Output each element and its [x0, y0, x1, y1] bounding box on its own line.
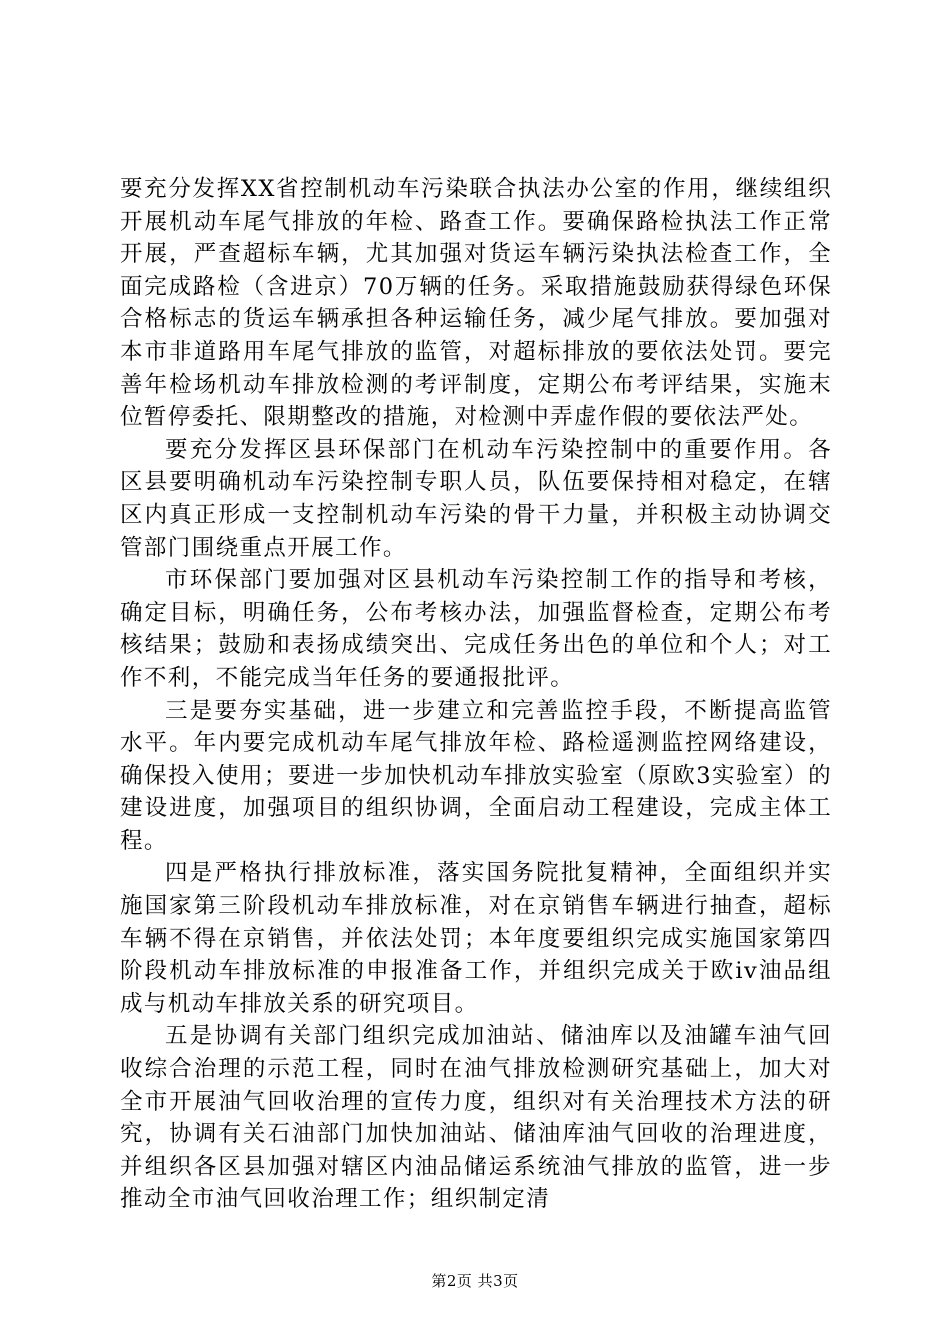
paragraph-4: 三是要夯实基础，进一步建立和完善监控手段，不断提高监管水平。年内要完成机动车尾气排放年检、路检遥测监控网络建设，确保投入使用；要进一步加快机动车排放实验室（原欧3实验室）的建设进度，加强项目的组织协调，全面启动工程建设，完成主体工程。: [120, 697, 832, 854]
paragraph-6: 五是协调有关部门组织完成加油站、储油库以及油罐车油气回收综合治理的示范工程，同时在油气排放检测研究基础上，加大对全市开展油气回收治理的宣传力度，组织对有关治理技术方法的研究，协调有关石油部门加快加油站、储油库油气回收的治理进度，并组织各区县加强对辖区内油品储运系统油气排放的监管，进一步推动全市油气回收治理工作；组织制定清: [120, 1023, 832, 1213]
paragraph-1: 要充分发挥XX省控制机动车污染联合执法办公室的作用，继续组织开展机动车尾气排放的年检、路查工作。要确保路检执法工作正常开展，严查超标车辆，尤其加强对货运车辆污染执法检查工作，全面完成路检（含进京）70万辆的任务。采取措施鼓励获得绿色环保合格标志的货运车辆承担各种运输任务，减少尾气排放。要加强对本市非道路用车尾气排放的监管，对超标排放的要依法处罚。要完善年检场机动车排放检测的考评制度，定期公布考评结果，实施末位暂停委托、限期整改的措施，对检测中弄虚作假的要依法严处。: [120, 176, 832, 431]
paragraph-5: 四是严格执行排放标准，落实国务院批复精神，全面组织并实施国家第三阶段机动车排放标准，对在京销售车辆进行抽查，超标车辆不得在京销售，并依法处罚；本年度要组织完成实施国家第四阶段机动车排放标准的申报准备工作，并组织完成关于欧iv油品组成与机动车排放关系的研究项目。: [120, 860, 832, 1017]
paragraph-2: 要充分发挥区县环保部门在机动车污染控制中的重要作用。各区县要明确机动车污染控制专职人员，队伍要保持相对稳定，在辖区内真正形成一支控制机动车污染的骨干力量，并积极主动协调交管部门围绕重点开展工作。: [120, 436, 832, 561]
page-footer: 第2页 共3页: [431, 1272, 519, 1290]
document-body: [120, 173, 832, 1216]
paragraph-3: 市环保部门要加强对区县机动车污染控制工作的指导和考核，确定目标，明确任务，公布考核办法，加强监督检查，定期公布考核结果；鼓励和表扬成绩突出、完成任务出色的单位和个人；对工作不利，不能完成当年任务的要通报批评。: [120, 567, 832, 691]
